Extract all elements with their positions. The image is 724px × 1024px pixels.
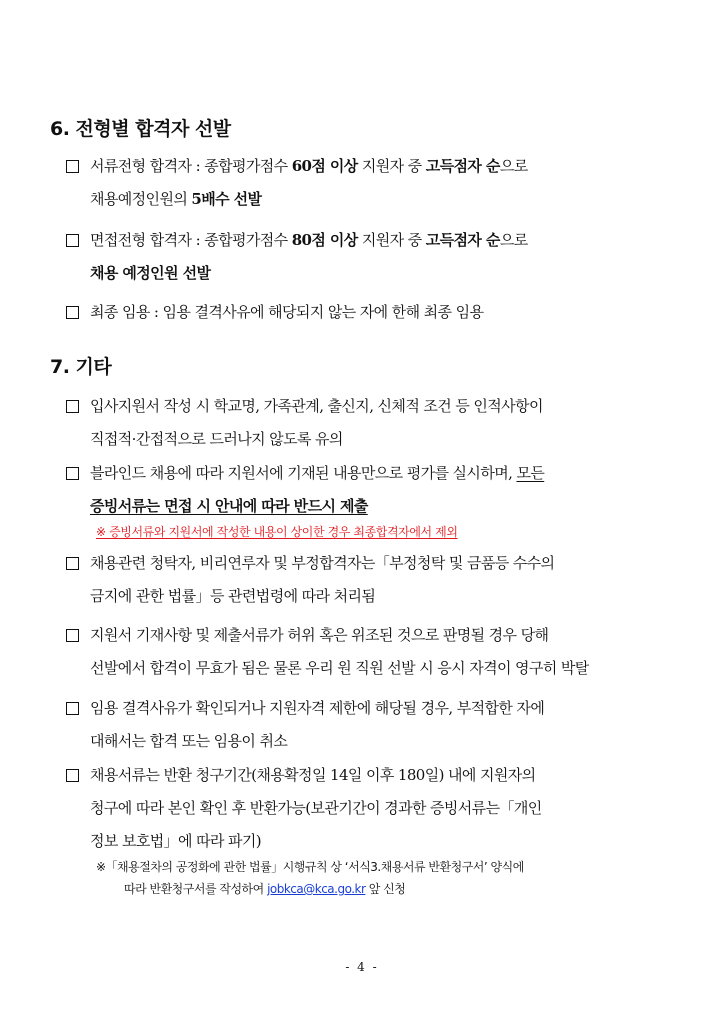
checkbox-icon — [66, 234, 79, 247]
section-6-title: 6. 전형별 합격자 선발 — [50, 118, 231, 140]
checkbox-icon — [66, 160, 79, 173]
list-item: 임용 결격사유가 확인되거나 지원자격 제한에 해당될 경우, 부적합한 자에 대해서는 합격 또는 임용이 취소 — [66, 692, 672, 758]
list-item: 채용관련 청탁자, 비리연루자 및 부정합격자는「부정청탁 및 금품등 수수의 금지에 관한 법률」등 관련법령에 따라 처리됨 — [66, 547, 672, 613]
checkbox-icon — [66, 702, 79, 715]
list-item: 최종 임용 : 임용 결격사유에 해당되지 않는 자에 한해 최종 임용 — [66, 296, 672, 329]
list-item: 입사지원서 작성 시 학교명, 가족관계, 출신지, 신체적 조건 등 인적사항이 직접적·간접적으로 드러나지 않도록 유의 — [66, 390, 672, 456]
checkbox-icon — [66, 306, 79, 319]
list-item: 블라인드 채용에 따라 지원서에 기재된 내용만으로 평가를 실시하며, 모든 증빙서류는 면접 시 안내에 따라 반드시 제출 — [66, 457, 672, 523]
email-link[interactable]: jobkca@kca.go.kr — [267, 882, 366, 896]
list-item: 채용서류는 반환 청구기간(채용확정일 14일 이후 180일) 내에 지원자의 청구에 따라 본인 확인 후 반환가능(보관기간이 경과한 증빙서류는「개인 정보 보호법」에 따라 파기) — [66, 759, 672, 858]
list-item: 지원서 기재사항 및 제출서류가 허위 혹은 위조된 것으로 판명될 경우 당해 선발에서 합격이 무효가 됨은 물론 우리 원 직원 선발 시 응시 자격이 영구히 박탈 — [66, 619, 672, 685]
section-7-title: 7. 기타 — [50, 356, 112, 378]
checkbox-icon — [66, 629, 79, 642]
footnote: ※「채용절차의 공정화에 관한 법률」시행규칙 상 ‘서식3.채용서류 반환청구서’ 양식에 따라 반환청구서를 작성하여 jobkca@kca.go.kr 앞 신청 — [96, 860, 524, 896]
list-item: 면접전형 합격자 : 종합평가점수 80점 이상 지원자 중 고득점자 순으로 채용 예정인원 선발 — [66, 224, 672, 290]
checkbox-icon — [66, 400, 79, 413]
page-number: - 4 - — [345, 960, 379, 974]
checkbox-icon — [66, 557, 79, 570]
list-item: 서류전형 합격자 : 종합평가점수 60점 이상 지원자 중 고득점자 순으로 채용예정인원의 5배수 선발 — [66, 150, 672, 216]
checkbox-icon — [66, 467, 79, 480]
checkbox-icon — [66, 769, 79, 782]
warning-note: ※ 증빙서류와 지원서에 작성한 내용이 상이한 경우 최종합격자에서 제외 — [96, 525, 458, 539]
